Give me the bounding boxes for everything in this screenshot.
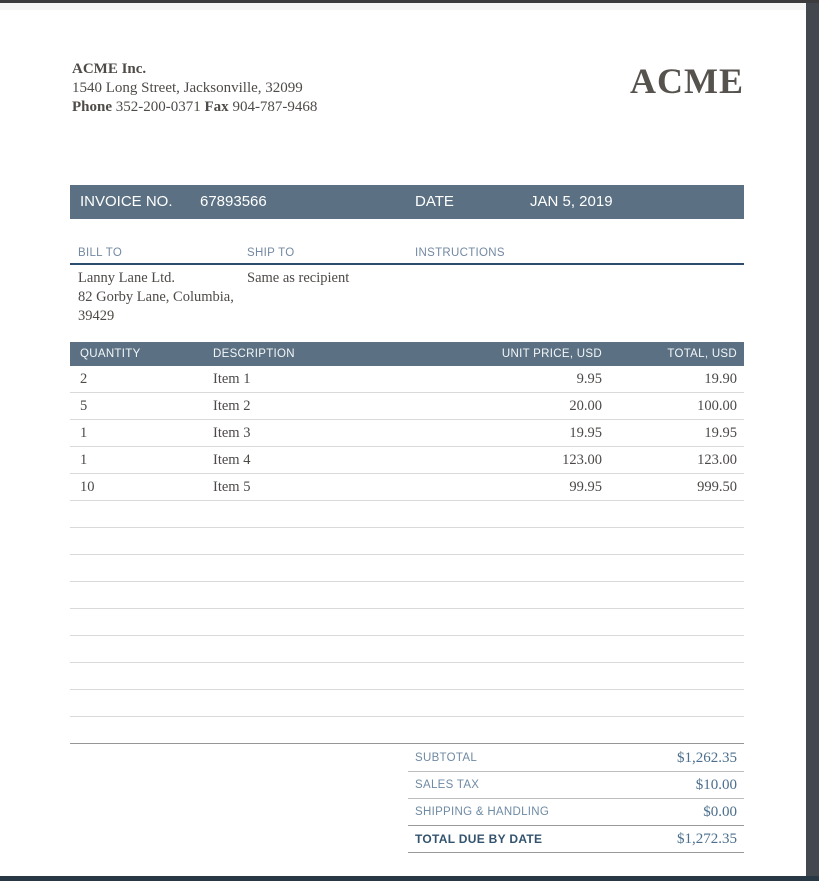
empty-row [70,555,744,582]
unit-price-header: UNIT PRICE, USD [501,348,602,360]
sales-tax-label: SALES TAX [415,779,480,791]
bill-to-line: 39429 [78,308,115,324]
description-cell: Item 4 [213,452,251,468]
empty-row [70,717,744,744]
page-top-shadow [0,3,819,10]
bill-to-line: 82 Gorby Lane, Columbia, [78,289,234,305]
table-row [70,447,744,474]
table-row [70,420,744,447]
parties-divider-rule [70,263,744,265]
company-name: ACME Inc. [72,61,147,77]
total-due-value: $1,272.35 [677,831,737,847]
quantity-cell: 5 [80,398,88,414]
table-row [70,393,744,420]
total-cell: 123.00 [697,452,737,468]
quantity-cell: 10 [80,479,95,495]
unit-price-cell: 9.95 [576,371,602,387]
company-address: 1540 Long Street, Jacksonville, 32099 [72,80,303,96]
total-cell: 19.90 [704,371,737,387]
sales-tax-value: $10.00 [695,777,737,793]
ship-to-value: Same as recipient [247,270,350,286]
total-cell: 19.95 [704,425,737,441]
unit-price-cell: 19.95 [569,425,602,441]
subtotal-value: $1,262.35 [677,750,737,766]
empty-row [70,636,744,663]
totals-section [408,745,744,853]
bill-to-line: Lanny Lane Ltd. [78,270,176,286]
unit-price-cell: 123.00 [562,452,602,468]
total-due-row [408,826,744,853]
description-header: DESCRIPTION [213,348,295,360]
description-cell: Item 1 [213,371,251,387]
date-value: JAN 5, 2019 [530,193,613,210]
phone-label: Phone [72,99,113,115]
empty-row [70,582,744,609]
unit-price-cell: 20.00 [569,398,602,414]
empty-row [70,690,744,717]
instructions-label: INSTRUCTIONS [415,247,505,259]
bill-to-label: BILL TO [78,247,123,259]
fax-label: Fax [204,99,229,115]
empty-row [70,609,744,636]
date-label: DATE [415,193,454,210]
invoice-header-bar [70,185,744,219]
unit-price-cell: 99.95 [569,479,602,495]
quantity-cell: 1 [80,425,88,441]
invoice-no-value: 67893566 [200,193,267,210]
description-cell: Item 3 [213,425,251,441]
company-logo: ACME [630,61,744,101]
items-table-body [70,366,744,744]
shipping-handling-value: $0.00 [703,804,737,820]
table-row [70,474,744,501]
total-header: TOTAL, USD [667,348,737,360]
total-cell: 100.00 [697,398,737,414]
empty-row [70,528,744,555]
phone-number: 352-200-0371 [115,99,201,115]
logo-container [70,60,744,102]
page-bottom-edge [0,876,819,881]
description-cell: Item 2 [213,398,251,414]
ship-to-label: SHIP TO [247,247,295,259]
table-row [70,366,744,393]
quantity-header: QUANTITY [80,348,141,360]
quantity-cell: 2 [80,371,88,387]
subtotal-row [408,745,744,772]
total-due-label: TOTAL DUE BY DATE [415,832,543,846]
total-cell: 999.50 [697,479,737,495]
bill-to-address [78,269,253,326]
shipping-handling-row [408,799,744,826]
page-right-edge [806,3,819,881]
invoice-no-label: INVOICE NO. [80,193,173,210]
description-cell: Item 5 [213,479,251,495]
items-table-header [70,342,744,366]
fax-number: 904-787-9468 [232,99,318,115]
sales-tax-row [408,772,744,799]
subtotal-label: SUBTOTAL [415,752,478,764]
quantity-cell: 1 [80,452,88,468]
shipping-handling-label: SHIPPING & HANDLING [415,806,550,818]
empty-row [70,501,744,528]
empty-row [70,663,744,690]
